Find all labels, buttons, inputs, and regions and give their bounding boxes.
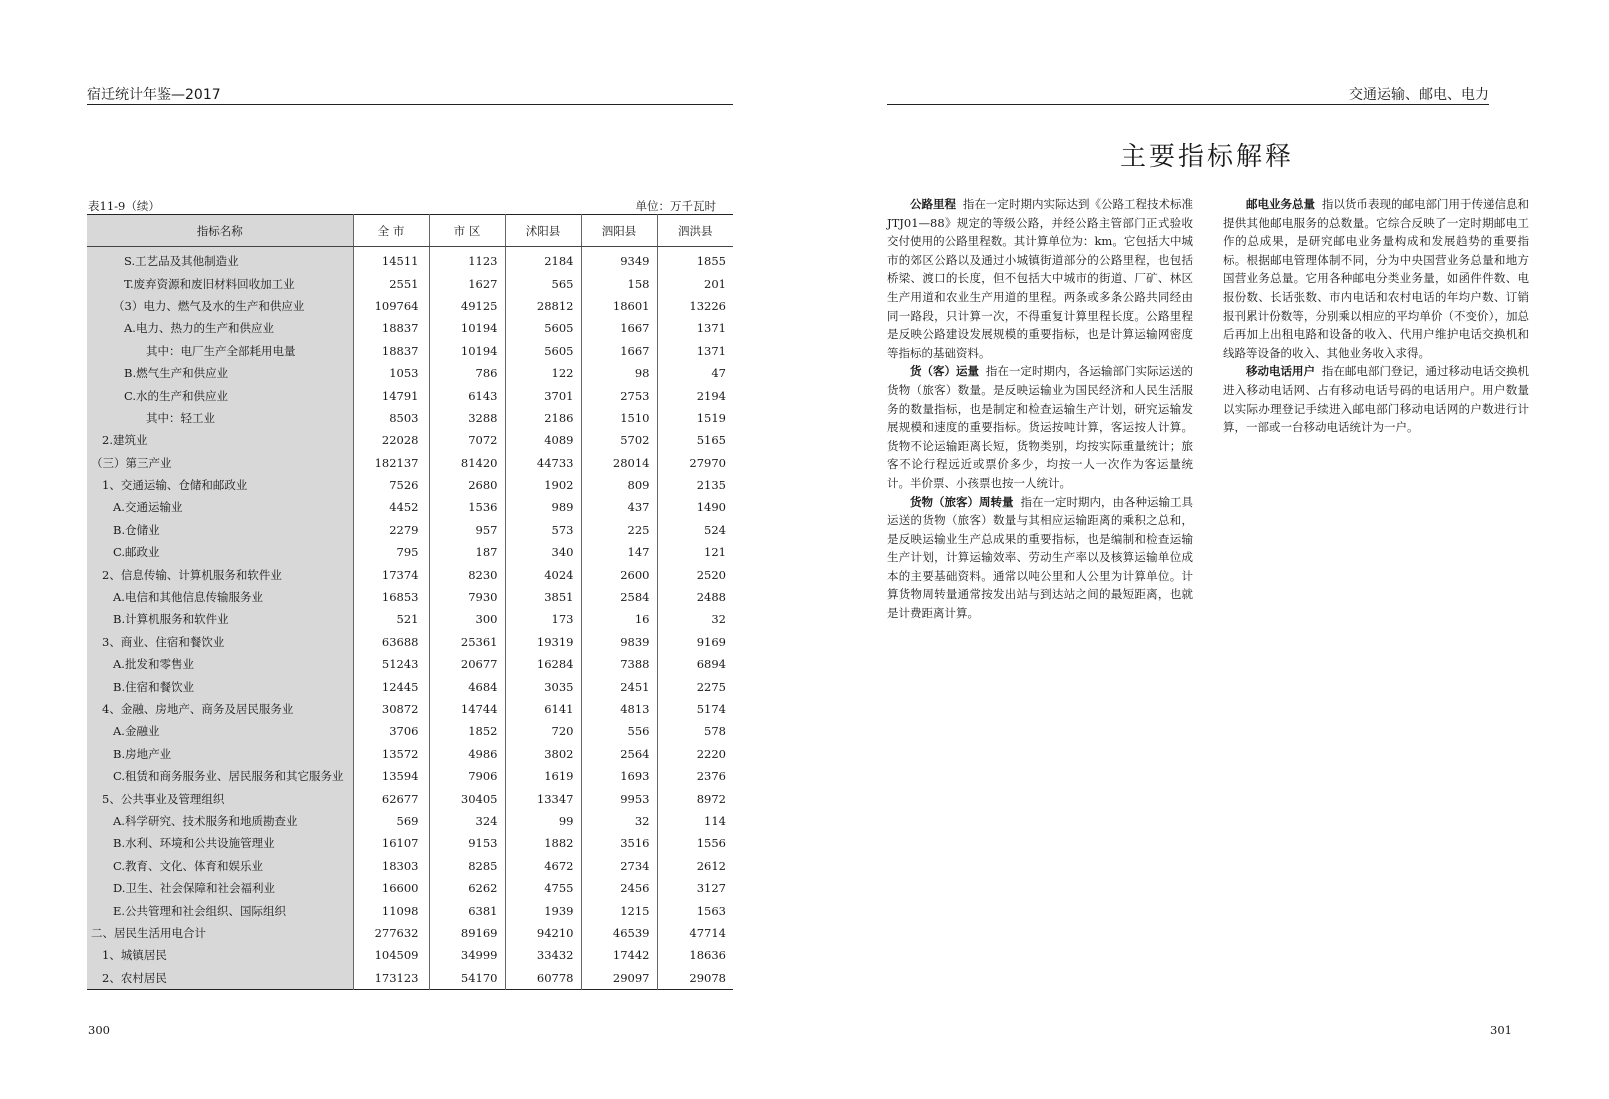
cell-value: 2184 (505, 247, 581, 273)
table-row (87, 899, 733, 921)
row-label: A.批发和零售业 (87, 653, 353, 675)
cell-value: 62677 (353, 787, 429, 809)
cell-value: 300 (429, 608, 505, 630)
cell-value: 7388 (581, 653, 657, 675)
cell-value: 7930 (429, 586, 505, 608)
cell-value: 54170 (429, 967, 505, 990)
cell-value: 277632 (353, 922, 429, 944)
cell-value: 25361 (429, 631, 505, 653)
cell-value: 18837 (353, 317, 429, 339)
cell-value: 1902 (505, 474, 581, 496)
table-row (87, 247, 733, 273)
table-row (87, 563, 733, 585)
row-label: B.仓储业 (87, 519, 353, 541)
cell-value: 121 (657, 541, 733, 563)
cell-value: 2680 (429, 474, 505, 496)
cell-value: 60778 (505, 967, 581, 990)
col-header-shuyang: 沭阳县 (505, 215, 581, 247)
definition-term: 公路里程 (910, 197, 957, 211)
cell-value: 6141 (505, 698, 581, 720)
col-header-city: 全 市 (353, 215, 429, 247)
cell-value: 14744 (429, 698, 505, 720)
cell-value: 225 (581, 519, 657, 541)
row-label: C.邮政业 (87, 541, 353, 563)
cell-value: 1563 (657, 899, 733, 921)
table-row (87, 944, 733, 966)
electricity-table (87, 214, 733, 990)
cell-value: 1510 (581, 407, 657, 429)
cell-value: 5605 (505, 340, 581, 362)
cell-value: 4986 (429, 743, 505, 765)
cell-value: 27970 (657, 452, 733, 474)
cell-value: 3127 (657, 877, 733, 899)
cell-value: 2520 (657, 563, 733, 585)
row-label: C.租赁和商务服务业、居民服务和其它服务业 (87, 765, 353, 787)
cell-value: 4755 (505, 877, 581, 899)
cell-value: 1855 (657, 247, 733, 273)
row-label: C.水的生产和供应业 (87, 384, 353, 406)
cell-value: 786 (429, 362, 505, 384)
cell-value: 158 (581, 272, 657, 294)
cell-value: 2734 (581, 855, 657, 877)
cell-value: 29078 (657, 967, 733, 990)
row-label: A.交通运输业 (87, 496, 353, 518)
cell-value: 7072 (429, 429, 505, 451)
table-row (87, 675, 733, 697)
definition-text: 指在一定时期内，各运输部门实际运送的货物（旅客）数量。是反映运输业为国民经济和人民生活服务的数量指标，也是制定和检查运输生产计划，研究运输发展规模和速度的重要指标。货运按吨计算，客运按人计算。货物不论运输距离长短，货物类别，均按实际重量统计；旅客不论行程远近或票价多少，均按一人一次作为客运量统计。半价票、小孩票也按一人统计。 (887, 364, 1194, 490)
cell-value: 7906 (429, 765, 505, 787)
cell-value: 16107 (353, 832, 429, 854)
definition-paragraph (887, 195, 1193, 362)
cell-value: 1519 (657, 407, 733, 429)
cell-value: 3701 (505, 384, 581, 406)
cell-value: 3706 (353, 720, 429, 742)
cell-value: 569 (353, 810, 429, 832)
cell-value: 2135 (657, 474, 733, 496)
cell-value: 13594 (353, 765, 429, 787)
cell-value: 2186 (505, 407, 581, 429)
col-header-indicator: 指标名称 (87, 215, 353, 247)
table-row (87, 855, 733, 877)
table-row (87, 832, 733, 854)
cell-value: 7526 (353, 474, 429, 496)
table-row (87, 631, 733, 653)
cell-value: 2275 (657, 675, 733, 697)
cell-value: 1627 (429, 272, 505, 294)
row-label: （3）电力、燃气及水的生产和供应业 (87, 295, 353, 317)
cell-value: 99 (505, 810, 581, 832)
row-label: 二、居民生活用电合计 (87, 922, 353, 944)
cell-value: 13226 (657, 295, 733, 317)
cell-value: 47714 (657, 922, 733, 944)
table-row (87, 967, 733, 990)
cell-value: 14511 (353, 247, 429, 273)
cell-value: 3516 (581, 832, 657, 854)
page-number-right: 301 (1490, 1023, 1512, 1037)
row-label: 2、信息传输、计算机服务和软件业 (87, 563, 353, 585)
cell-value: 8230 (429, 563, 505, 585)
cell-value: 173123 (353, 967, 429, 990)
cell-value: 17374 (353, 563, 429, 585)
row-label: 3、商业、住宿和餐饮业 (87, 631, 353, 653)
row-label: B.房地产业 (87, 743, 353, 765)
table-row (87, 810, 733, 832)
row-label: 2.建筑业 (87, 429, 353, 451)
cell-value: 16 (581, 608, 657, 630)
cell-value: 6262 (429, 877, 505, 899)
table-row (87, 452, 733, 474)
cell-value: 809 (581, 474, 657, 496)
table-row (87, 407, 733, 429)
header-rule-left (87, 104, 733, 105)
cell-value: 34999 (429, 944, 505, 966)
cell-value: 1693 (581, 765, 657, 787)
table-row (87, 362, 733, 384)
cell-value: 1053 (353, 362, 429, 384)
definition-term: 移动电话用户 (1246, 364, 1316, 379)
cell-value: 1371 (657, 317, 733, 339)
definitions-column-1 (887, 195, 1193, 623)
cell-value: 2376 (657, 765, 733, 787)
cell-value: 5165 (657, 429, 733, 451)
definition-text: 指在邮电部门登记，通过移动电话交换机进入移动电话网、占有移动电话号码的电话用户。用户数量以实际办理登记手续进入邮电部门移动电话网的户数进行计算，一部或一台移动电话统计为一户。 (1223, 364, 1530, 435)
cell-value: 2753 (581, 384, 657, 406)
cell-value: 8972 (657, 787, 733, 809)
cell-value: 16853 (353, 586, 429, 608)
header-rule-right (887, 104, 1489, 105)
page-number-left: 300 (88, 1023, 110, 1037)
section-title: 主要指标解释 (1120, 142, 1295, 172)
cell-value: 33432 (505, 944, 581, 966)
cell-value: 521 (353, 608, 429, 630)
table-row (87, 608, 733, 630)
cell-value: 2279 (353, 519, 429, 541)
col-header-sihong: 泗洪县 (657, 215, 733, 247)
cell-value: 18303 (353, 855, 429, 877)
cell-value: 30872 (353, 698, 429, 720)
table-row (87, 272, 733, 294)
row-label: 1、城镇居民 (87, 944, 353, 966)
cell-value: 173 (505, 608, 581, 630)
cell-value: 573 (505, 519, 581, 541)
cell-value: 10194 (429, 340, 505, 362)
cell-value: 18601 (581, 295, 657, 317)
cell-value: 437 (581, 496, 657, 518)
cell-value: 2194 (657, 384, 733, 406)
cell-value: 46539 (581, 922, 657, 944)
cell-value: 1215 (581, 899, 657, 921)
cell-value: 28014 (581, 452, 657, 474)
row-label: 5、公共事业及管理组织 (87, 787, 353, 809)
cell-value: 14791 (353, 384, 429, 406)
cell-value: 3851 (505, 586, 581, 608)
cell-value: 19319 (505, 631, 581, 653)
cell-value: 201 (657, 272, 733, 294)
table-row (87, 317, 733, 339)
cell-value: 4684 (429, 675, 505, 697)
cell-value: 187 (429, 541, 505, 563)
row-label: B.水利、环境和公共设施管理业 (87, 832, 353, 854)
cell-value: 49125 (429, 295, 505, 317)
cell-value: 104509 (353, 944, 429, 966)
table-body (87, 247, 733, 990)
row-label: C.教育、文化、体育和娱乐业 (87, 855, 353, 877)
definition-paragraph (887, 493, 1193, 623)
row-label: A.科学研究、技术服务和地质勘查业 (87, 810, 353, 832)
cell-value: 9169 (657, 631, 733, 653)
cell-value: 324 (429, 810, 505, 832)
cell-value: 2564 (581, 743, 657, 765)
col-header-district: 市 区 (429, 215, 505, 247)
cell-value: 4089 (505, 429, 581, 451)
cell-value: 16284 (505, 653, 581, 675)
row-label: 4、金融、房地产、商务及居民服务业 (87, 698, 353, 720)
cell-value: 28812 (505, 295, 581, 317)
cell-value: 12445 (353, 675, 429, 697)
cell-value: 795 (353, 541, 429, 563)
row-label: A.电力、热力的生产和供应业 (87, 317, 353, 339)
cell-value: 32 (581, 810, 657, 832)
row-label: B.住宿和餐饮业 (87, 675, 353, 697)
definition-text: 指以货币表现的邮电部门用于传递信息和提供其他邮电服务的总数量。它综合反映了一定时期邮电工作的总成果，是研究邮电业务量构成和发展趋势的重要指标。根据邮电管理体制不同，分为中央国营业务总量和地方国营业务总量。它用各种邮电分类业务量，如函件件数、电报份数、长话张数、市内电话和农村电话的年均户数、订销报刊累计份数等，分别乘以相应的平均单价（不变价），加总后再加上出租电路和设备的收入、代用户维护电话交换机和线路等设备的收入、其他业务收入求得。 (1223, 197, 1530, 360)
table-row (87, 340, 733, 362)
table-row (87, 586, 733, 608)
cell-value: 44733 (505, 452, 581, 474)
row-label: E.公共管理和社会组织、国际组织 (87, 899, 353, 921)
cell-value: 524 (657, 519, 733, 541)
row-label: B.燃气生产和供应业 (87, 362, 353, 384)
cell-value: 1852 (429, 720, 505, 742)
cell-value: 340 (505, 541, 581, 563)
cell-value: 6381 (429, 899, 505, 921)
cell-value: 5174 (657, 698, 733, 720)
cell-value: 3802 (505, 743, 581, 765)
table-unit: 单位：万千瓦时 (635, 199, 716, 213)
cell-value: 32 (657, 608, 733, 630)
definition-paragraph (887, 362, 1193, 492)
row-label: A.金融业 (87, 720, 353, 742)
cell-value: 1619 (505, 765, 581, 787)
cell-value: 13572 (353, 743, 429, 765)
col-header-siyang: 泗阳县 (581, 215, 657, 247)
cell-value: 565 (505, 272, 581, 294)
cell-value: 122 (505, 362, 581, 384)
cell-value: 2456 (581, 877, 657, 899)
definition-term: 货物（旅客）周转量 (910, 494, 1014, 509)
cell-value: 2584 (581, 586, 657, 608)
table-caption-row (88, 198, 716, 214)
cell-value: 4813 (581, 698, 657, 720)
row-label: T.废弃资源和废旧材料回收加工业 (87, 272, 353, 294)
row-label: 其中：轻工业 (87, 407, 353, 429)
cell-value: 3288 (429, 407, 505, 429)
cell-value: 16600 (353, 877, 429, 899)
cell-value: 9349 (581, 247, 657, 273)
cell-value: 11098 (353, 899, 429, 921)
cell-value: 63688 (353, 631, 429, 653)
definition-paragraph (1223, 195, 1529, 362)
table-row (87, 720, 733, 742)
row-label: B.计算机服务和软件业 (87, 608, 353, 630)
table-row (87, 698, 733, 720)
cell-value: 2220 (657, 743, 733, 765)
running-header-right: 交通运输、邮电、电力 (1349, 87, 1489, 103)
cell-value: 2600 (581, 563, 657, 585)
table-row (87, 519, 733, 541)
cell-value: 989 (505, 496, 581, 518)
cell-value: 13347 (505, 787, 581, 809)
cell-value: 1882 (505, 832, 581, 854)
table-row (87, 541, 733, 563)
table-row (87, 765, 733, 787)
cell-value: 20677 (429, 653, 505, 675)
cell-value: 720 (505, 720, 581, 742)
cell-value: 1939 (505, 899, 581, 921)
cell-value: 957 (429, 519, 505, 541)
cell-value: 9153 (429, 832, 505, 854)
table-row (87, 787, 733, 809)
row-label: 1、交通运输、仓储和邮政业 (87, 474, 353, 496)
table-caption: 表11-9（续） (88, 199, 160, 213)
table-row (87, 496, 733, 518)
cell-value: 5605 (505, 317, 581, 339)
cell-value: 2488 (657, 586, 733, 608)
definition-text: 指在一定时期内实际达到《公路工程技术标准JTJ01—88》规定的等级公路，并经公路主管部门正式验收交付使用的公路里程数。其计算单位为：km。它包括大中城市的郊区公路以及通过小城镇街道部分的公路里程，也包括桥梁、渡口的长度，但不包括大中城市的街道、厂矿、林区生产用道和农业生产用道的里程。两条或多条公路共同经由同一路段，只计算一次，不得重复计算里程长度。公路里程是反映公路建设发展规模的重要指标，也是计算运输网密度等指标的基础资料。 (887, 197, 1194, 360)
cell-value: 2551 (353, 272, 429, 294)
table-row (87, 653, 733, 675)
cell-value: 4452 (353, 496, 429, 518)
cell-value: 2451 (581, 675, 657, 697)
definition-paragraph (1223, 362, 1529, 436)
cell-value: 556 (581, 720, 657, 742)
table-row (87, 922, 733, 944)
table-row (87, 743, 733, 765)
cell-value: 51243 (353, 653, 429, 675)
cell-value: 9839 (581, 631, 657, 653)
cell-value: 6894 (657, 653, 733, 675)
cell-value: 1667 (581, 317, 657, 339)
cell-value: 89169 (429, 922, 505, 944)
running-header-left: 宿迁统计年鉴—2017 (87, 87, 221, 103)
row-label: A.电信和其他信息传输服务业 (87, 586, 353, 608)
cell-value: 1490 (657, 496, 733, 518)
cell-value: 1536 (429, 496, 505, 518)
cell-value: 8285 (429, 855, 505, 877)
cell-value: 1667 (581, 340, 657, 362)
cell-value: 98 (581, 362, 657, 384)
cell-value: 6143 (429, 384, 505, 406)
cell-value: 5702 (581, 429, 657, 451)
cell-value: 1556 (657, 832, 733, 854)
row-label: 其中：电厂生产全部耗用电量 (87, 340, 353, 362)
table-header-row (87, 215, 733, 247)
table-row (87, 474, 733, 496)
cell-value: 18636 (657, 944, 733, 966)
row-label: D.卫生、社会保障和社会福利业 (87, 877, 353, 899)
cell-value: 1371 (657, 340, 733, 362)
cell-value: 29097 (581, 967, 657, 990)
table-row (87, 384, 733, 406)
cell-value: 47 (657, 362, 733, 384)
cell-value: 10194 (429, 317, 505, 339)
definition-term: 货（客）运量 (910, 364, 980, 379)
definition-text: 指在一定时期内，由各种运输工具运送的货物（旅客）数量与其相应运输距离的乘积之总和，是反映运输业生产总成果的重要指标，也是编制和检查运输生产计划，计算运输效率、劳动生产率以及核算运输单位成本的主要基础资料。通常以吨公里和人公里为计算单位。计算货物周转量通常按发出站与到达站之间的最短距离，也就是计费距离计算。 (887, 494, 1194, 621)
cell-value: 18837 (353, 340, 429, 362)
cell-value: 3035 (505, 675, 581, 697)
row-label: S.工艺品及其他制造业 (87, 247, 353, 273)
cell-value: 30405 (429, 787, 505, 809)
row-label: 2、农村居民 (87, 967, 353, 990)
cell-value: 109764 (353, 295, 429, 317)
cell-value: 182137 (353, 452, 429, 474)
cell-value: 1123 (429, 247, 505, 273)
cell-value: 4024 (505, 563, 581, 585)
definition-term: 邮电业务总量 (1246, 197, 1316, 211)
definitions-column-2 (1223, 195, 1529, 437)
cell-value: 114 (657, 810, 733, 832)
cell-value: 94210 (505, 922, 581, 944)
table-row (87, 295, 733, 317)
row-label: （三）第三产业 (87, 452, 353, 474)
cell-value: 578 (657, 720, 733, 742)
cell-value: 147 (581, 541, 657, 563)
table-row (87, 429, 733, 451)
cell-value: 2612 (657, 855, 733, 877)
cell-value: 22028 (353, 429, 429, 451)
cell-value: 4672 (505, 855, 581, 877)
table-row (87, 877, 733, 899)
cell-value: 81420 (429, 452, 505, 474)
cell-value: 9953 (581, 787, 657, 809)
cell-value: 17442 (581, 944, 657, 966)
cell-value: 8503 (353, 407, 429, 429)
